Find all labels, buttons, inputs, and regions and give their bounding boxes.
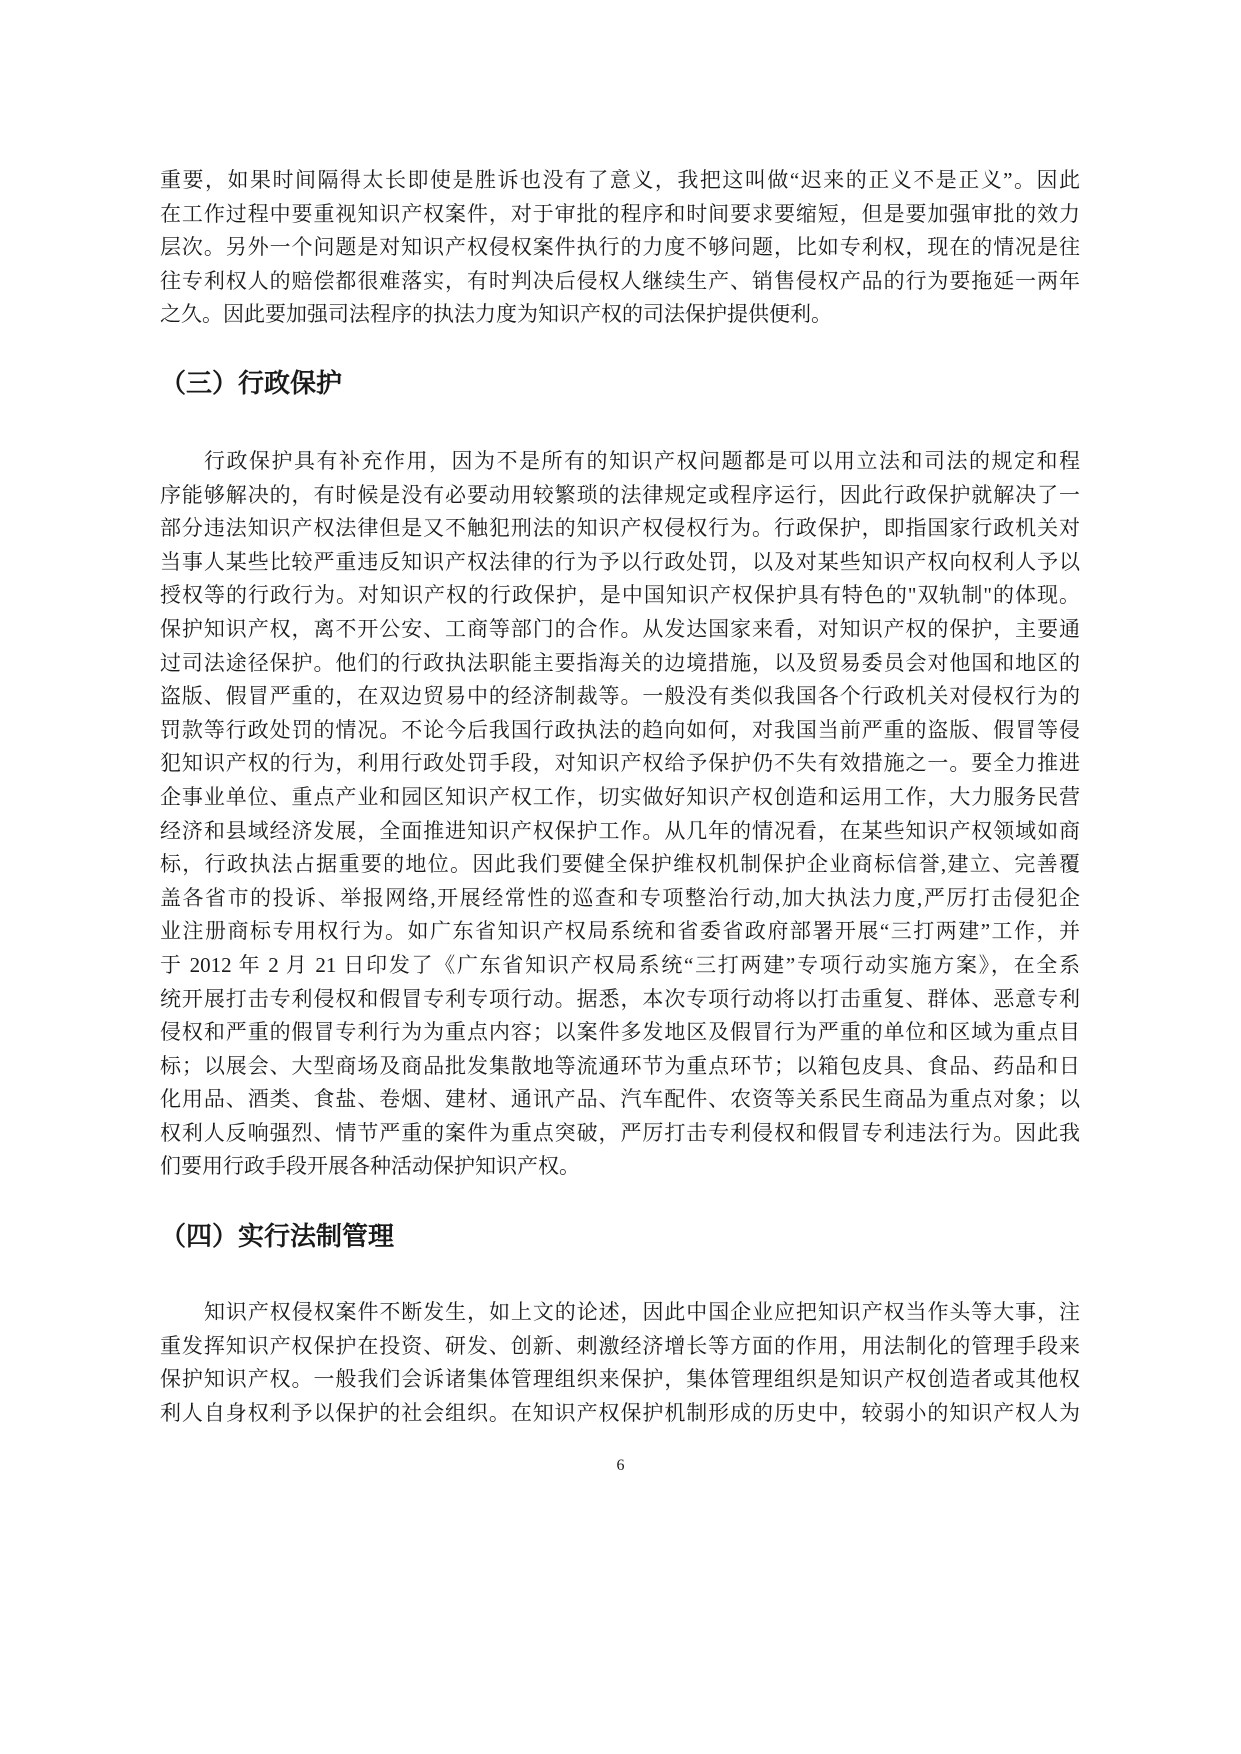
text-line: 在工作过程中要重视知识产权案件，对于审批的程序和时间要求要缩短，但是要加强审批的效力: [160, 201, 1080, 226]
text-line: 罚款等行政处罚的情况。不论今后我国行政执法的趋向如何，对我国当前严重的盗版、假冒等侵: [160, 717, 1080, 742]
text-line: 知识产权侵权案件不断发生，如上文的论述，因此中国企业应把知识产权当作头等大事，注: [204, 1300, 1080, 1324]
text-line: 盗版、假冒严重的，在双边贸易中的经济制裁等。一般没有类似我国各个行政机关对侵权行为的: [160, 684, 1080, 709]
text-line: 授权等的行政行为。对知识产权的行政保护，是中国知识产权保护具有特色的"双轨制"的体现。: [160, 583, 1080, 608]
text-line: 经济和县域经济发展，全面推进知识产权保护工作。从几年的情况看，在某些知识产权领域如商: [160, 818, 1080, 843]
text-line: 犯知识产权的行为，利用行政处罚手段，对知识产权给予保护仍不失有效措施之一。要全力推进: [160, 751, 1080, 776]
text-line: 部分违法知识产权法律但是又不触犯刑法的知识产权侵权行为。行政保护，即指国家行政机关对: [160, 516, 1080, 541]
text-line: 企事业单位、重点产业和园区知识产权工作，切实做好知识产权创造和运用工作，大力服务民营: [160, 784, 1080, 809]
paragraph-administrative-protection: [160, 445, 1080, 1184]
text-line: 序能够解决的，有时候是没有必要动用较繁琐的法律规定或程序运行，因此行政保护就解决了一: [160, 482, 1080, 507]
text-line: 层次。另外一个问题是对知识产权侵权案件执行的力度不够问题，比如专利权，现在的情况是往: [160, 235, 1080, 260]
text-line: 行政保护具有补充作用，因为不是所有的知识产权问题都是可以用立法和司法的规定和程: [204, 449, 1080, 473]
text-line: 化用品、酒类、食盐、卷烟、建材、通讯产品、汽车配件、农资等关系民生商品为重点对象；以: [160, 1087, 1080, 1112]
text-line: 们要用行政手段开展各种活动保护知识产权。: [160, 1154, 580, 1179]
text-line: 权利人反响强烈、情节严重的案件为重点突破，严厉打击专利侵权和假冒专利违法行为。因此我: [160, 1120, 1080, 1145]
text-line: 于 2012 年 2 月 21 日印发了《广东省知识产权局系统“三打两建”专项行动实施方案》，在全系: [160, 952, 1080, 977]
paragraph-continuation: [160, 164, 1080, 332]
text-line: 侵权和严重的假冒专利行为为重点内容；以案件多发地区及假冒行为严重的单位和区域为重点目: [160, 1020, 1080, 1045]
text-line: 保护知识产权。一般我们会诉诸集体管理组织来保护，集体管理组织是知识产权创造者或其他权: [160, 1367, 1080, 1392]
text-line: 盖各省市的投诉、举报网络,开展经常性的巡查和专项整治行动,加大执法力度,严厉打击侵犯企: [160, 885, 1080, 910]
text-line: 当事人某些比较严重违反知识产权法律的行为予以行政处罚，以及对某些知识产权向权利人予以: [160, 549, 1080, 574]
text-line: 保护知识产权，离不开公安、工商等部门的合作。从发达国家来看，对知识产权的保护，主要通: [160, 616, 1080, 641]
section-heading: （三）行政保护: [160, 369, 343, 398]
text-line: 标，行政执法占据重要的地位。因此我们要健全保护维权机制保护企业商标信誉,建立、完善覆: [160, 852, 1080, 877]
text-line: 统开展打击专利侵权和假冒专利专项行动。据悉，本次专项行动将以打击重复、群体、恶意专利: [160, 986, 1080, 1011]
section-heading: （四）实行法制管理: [160, 1222, 395, 1251]
page-number: 6: [616, 1457, 625, 1474]
text-line: 利人自身权利予以保护的社会组织。在知识产权保护机制形成的历史中，较弱小的知识产权人为: [160, 1400, 1080, 1425]
text-line: 往专利权人的赔偿都很难落实，有时判决后侵权人继续生产、销售侵权产品的行为要拖延一两年: [160, 268, 1080, 293]
text-line: 过司法途径保护。他们的行政执法职能主要指海关的边境措施，以及贸易委员会对他国和地区的: [160, 650, 1080, 675]
text-line: 重要，如果时间隔得太长即使是胜诉也没有了意义，我把这叫做“迟来的正义不是正义”。因此: [160, 168, 1080, 192]
paragraph-legal-management: [160, 1296, 1080, 1430]
text-line: 业注册商标专用权行为。如广东省知识产权局系统和省委省政府部署开展“三打两建”工作，并: [160, 919, 1080, 944]
text-line: 之久。因此要加强司法程序的执法力度为知识产权的司法保护提供便利。: [160, 302, 832, 327]
text-line: 重发挥知识产权保护在投资、研发、创新、刺激经济增长等方面的作用，用法制化的管理手段来: [160, 1333, 1080, 1358]
text-line: 标；以展会、大型商场及商品批发集散地等流通环节为重点环节；以箱包皮具、食品、药品和日: [160, 1053, 1080, 1078]
